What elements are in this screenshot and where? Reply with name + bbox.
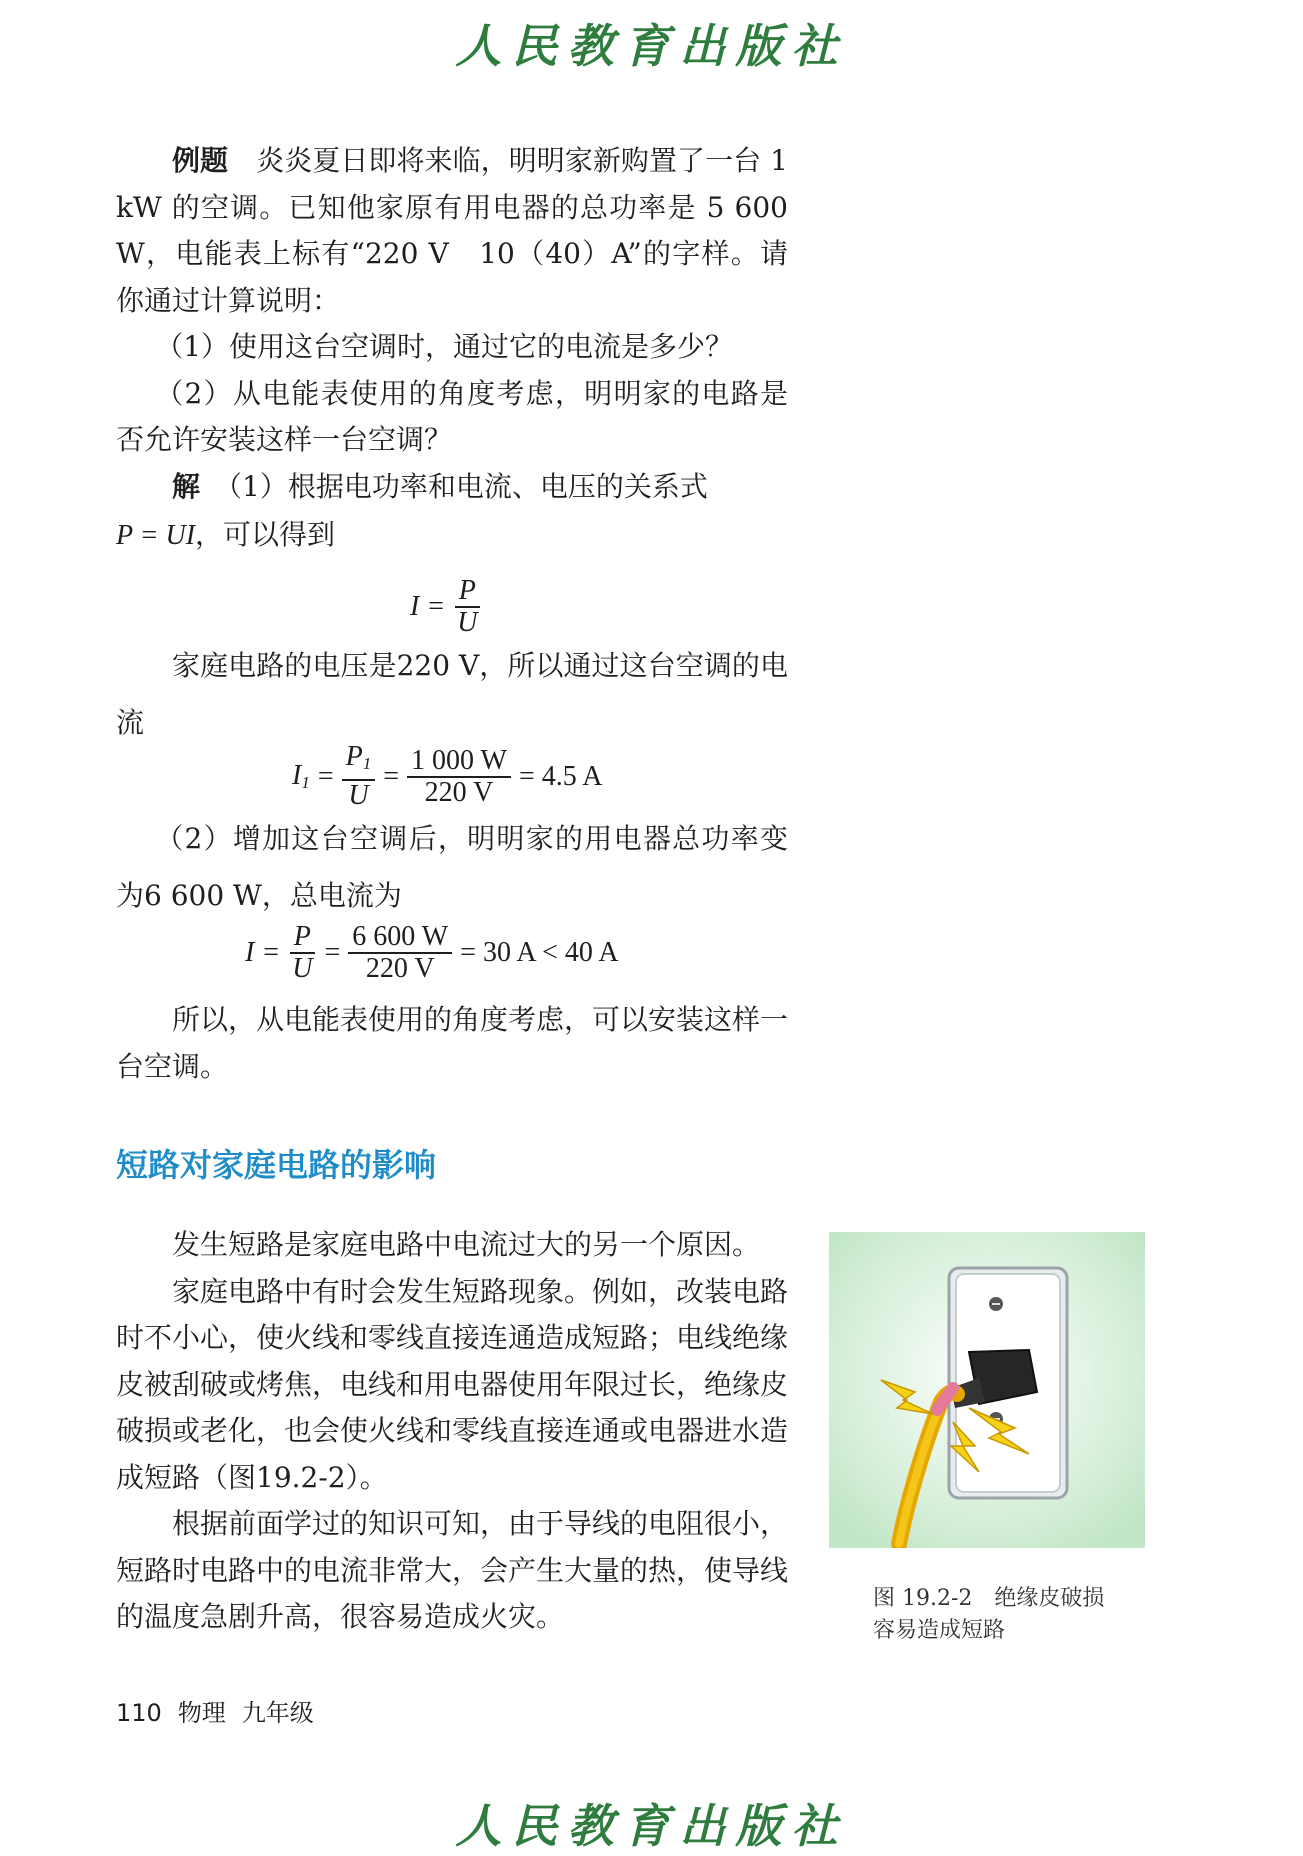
formula-3-lhs: I = bbox=[245, 937, 281, 968]
solution-step-3-text: （2）增加这台空调后，明明家的用电器总功率变为6 600 W，总电流为 bbox=[116, 822, 788, 912]
formula-3-fraction-2: $\frac{6 600 W}{220 V}$ bbox=[348, 922, 452, 984]
solution-step-1 bbox=[116, 464, 788, 511]
example-intro bbox=[116, 138, 788, 324]
figure-outlet-short-circuit bbox=[829, 1232, 1145, 1548]
example-intro-text: 炎炎夏日即将来临，明明家新购置了一台 1 kW 的空调。已知他家原有用电器的总功率是 5 600 W，电能表上标有“220 V 10（40）A”的字样。请你通过计算说明： bbox=[116, 144, 788, 317]
header-publisher-logo: 人民教育出版社 bbox=[455, 19, 848, 73]
outlet-illustration bbox=[829, 1232, 1145, 1548]
formula-1-denominator: U bbox=[457, 607, 478, 638]
formula-3-equals: = bbox=[324, 937, 341, 968]
solution-label: 解 bbox=[172, 469, 201, 503]
footer-publisher-logo: 人民教育出版社 bbox=[455, 1799, 848, 1853]
footer-grade: 九年级 bbox=[241, 1699, 314, 1727]
example-label: 例题 bbox=[172, 144, 229, 177]
footer-subject: 物理 bbox=[177, 1699, 226, 1727]
section-paragraph-1: 发生短路是家庭电路中电流过大的另一个原因。 bbox=[172, 1228, 761, 1261]
formula-2-lhs: $I_1$ bbox=[292, 760, 310, 792]
solution-step-1-continued bbox=[116, 512, 788, 560]
figure-caption: 图 19.2-2 绝缘皮破损容易造成短路 bbox=[873, 1586, 1105, 1643]
formula-p-ui: P = UI bbox=[116, 520, 196, 551]
solution-step-1-text: （1）根据电功率和电流、电压的关系式 bbox=[228, 469, 708, 503]
solution-conclusion-text: 所以，从电能表使用的角度考虑，可以安装这样一台空调。 bbox=[116, 1003, 789, 1083]
formula-2-fraction-1: $\frac{P_1}{U}$ bbox=[342, 742, 376, 811]
formula-3-fraction-1: $\frac{P}{U}$ bbox=[288, 922, 316, 984]
solution-conclusion bbox=[116, 997, 788, 1090]
formula-i1-calculation bbox=[292, 742, 602, 811]
formula-2-equals-2: = bbox=[383, 760, 400, 792]
section-body bbox=[116, 1222, 788, 1641]
formula-1-numerator: P bbox=[455, 576, 480, 608]
formula-1-lhs: I = bbox=[410, 591, 446, 622]
page-number: 110 bbox=[116, 1699, 162, 1727]
formula-2-result: = 4.5 A bbox=[518, 760, 603, 792]
formula-total-current bbox=[245, 922, 619, 984]
formula-3-result: = 30 A < 40 A bbox=[460, 937, 619, 968]
section-paragraph-3: 根据前面学过的知识可知，由于导线的电阻很小，短路时电路中的电流非常大，会产生大量的热，使导线的温度急剧升高，很容易造成火灾。 bbox=[116, 1507, 789, 1633]
formula-1-fraction bbox=[453, 576, 481, 638]
page-footer bbox=[116, 1693, 330, 1728]
formula-2-equals-1: = bbox=[317, 760, 334, 792]
example-question-2: （2）从电能表使用的角度考虑，明明家的电路是否允许安装这样一台空调？ bbox=[116, 376, 788, 456]
section-heading: 短路对家庭电路的影响 bbox=[116, 1146, 437, 1184]
solution-step-3 bbox=[116, 810, 788, 924]
solution-step-1-rest: ，可以得到 bbox=[195, 518, 336, 551]
solution-step-2 bbox=[116, 637, 788, 751]
formula-i-equals-p-over-u bbox=[410, 576, 481, 638]
section-paragraph-2: 家庭电路中有时会发生短路现象。例如，改装电路时不小心，使火线和零线直接连通造成短路；电线绝缘皮被刮破或烤焦，电线和用电器使用年限过长，绝缘皮破损或老化，也会使火线和零线直接连通或电器进水造成短路（图19.2-2）。 bbox=[116, 1274, 789, 1494]
example-question-1: （1）使用这台空调时，通过它的电流是多少？ bbox=[155, 330, 734, 363]
solution-step-2-text: 家庭电路的电压是220 V，所以通过这台空调的电流 bbox=[116, 649, 788, 739]
formula-2-fraction-2: $\frac{1 000 W}{220 V}$ bbox=[407, 746, 511, 808]
example-block bbox=[116, 138, 788, 510]
